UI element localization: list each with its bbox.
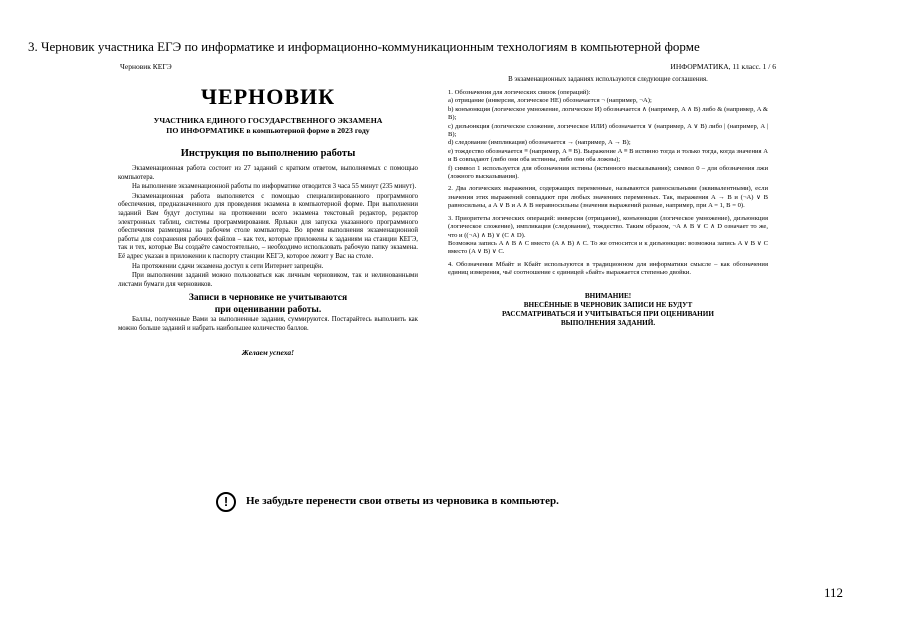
instruction-paragraph: На выполнение экзаменационной работы по информатике отводится 3 часа 55 минут (235 минут).: [132, 183, 417, 191]
convention-line: 4. Обозначения Мбайт и Кбайт используются в традиционном для информатики смысле – как обозначения единиц измерения, чьё соотношение с единицей «байт» выражается степенью двойки.: [448, 260, 768, 277]
instruction-paragraph: На протяжении сдачи экзамена доступ к сети Интернет запрещён.: [132, 262, 324, 270]
scoring-paragraph: Баллы, полученные Вами за выполненные задания, суммируются. Постарайтесь выполнить как можно больше заданий и набрать наибольшее количество баллов.: [118, 316, 418, 332]
drafts-notice: Записи в черновике не учитываются: [188, 293, 348, 304]
drafts-notice: при оценивании работы.: [214, 305, 322, 316]
left-column: [118, 76, 418, 357]
exclamation-circle-icon: !: [216, 492, 236, 512]
instruction-paragraph: Экзаменационная работа выполняется с помощью специализированного программного обеспечения, предназначенного для проведения экзамена в компьютерной форме. При выполнении заданий Вам будут доступны на протяжении всего экзамена текстовый редактор, редактор электронных таблиц, системы программирования. Ярлыки для запуска указанного программного обеспечения размещены на рабочем столе компьютера. Во время выполнения экзаменационной работы для сохранения рабочих файлов – как тех, которые приложены к заданиям на станции КЕГЭ, так и тех, которые Вы создаёте самостоятельно, – необходимо использовать рабочую папку экзамена. Её адрес указан в приложении к паспорту станции КЕГЭ, которое лежит у Вас на столе.: [118, 192, 418, 260]
convention-line: 2. Два логических выражения, содержащих переменные, называются равносильными (эквивалентными), если значения этих выражений совпадают при любых значениях переменных. Так, выражения A → B и (¬A) ∨ B равносильны, а A ∨ B и A ∧ B неравносильны (значения выражений разные, например, при A = 1, B = 0).: [448, 185, 768, 210]
instruction-paragraph: При выполнении заданий можно пользоваться как личным черновиком, так и нелинованными листами бумаги для черновиков.: [118, 272, 418, 288]
right-column: [448, 76, 768, 328]
convention-line: f) символ 1 используется для обозначения истины (истинного высказывания); символ 0 – для обозначения лжи (ложного высказывания).: [448, 164, 768, 181]
attention-heading: ВНИМАНИЕ!: [584, 291, 632, 300]
instruction-title: Инструкция по выполнению работы: [180, 148, 356, 159]
sheet-header-right: ИНФОРМАТИКА, 11 класс. 1 / 6: [670, 62, 776, 71]
page-number: 112: [823, 585, 843, 600]
convention-block: [448, 185, 768, 210]
convention-line: d) следование (импликация) обозначается → (например, A → B);: [448, 139, 631, 147]
convention-line: e) тождество обозначается ≡ (например, A ≡ B). Выражение A ≡ B истинно тогда и только тогда, когда значения A и B совпадают (либо они оба истинны, либо они оба ложны);: [448, 147, 768, 164]
convention-block: [448, 89, 768, 181]
page-caption: 3. Черновик участника ЕГЭ по информатике и информационно-коммуникационным технологиям в компьютерной форме: [28, 39, 700, 54]
attention-text: ВНЕСЁННЫЕ В ЧЕРНОВИК ЗАПИСИ НЕ БУДУТ: [523, 300, 693, 309]
convention-block: [448, 215, 768, 257]
convention-line: c) дизъюнкция (логическое сложение, логическое ИЛИ) обозначается ∨ (например, A ∨ B) либо | (например, A | B);: [448, 122, 768, 139]
draft-sheet: [118, 62, 778, 517]
convention-line: 3. Приоритеты логических операций: инверсия (отрицание), конъюнкция (логическое умножение), дизъюнкция (логическое сложение), импликация (следование), тождество. Таким образом, ¬A ∧ B ∨ C ∧ D означает то же, что и ((¬A) ∧ B) ∨ (C ∧ D).: [448, 214, 768, 239]
attention-text: РАССМАТРИВАТЬСЯ И УЧИТЫВАТЬСЯ ПРИ ОЦЕНИВАНИИ: [502, 309, 714, 318]
convention-block: [448, 261, 768, 278]
reminder-text: Не забудьте перенести свои ответы из черновика в компьютер.: [246, 495, 559, 507]
convention-line: Возможна запись A ∧ B ∧ C вместо (A ∧ B) ∧ C. То же относится и к дизъюнкции: возможна запись A ∨ B ∨ C вместо (A ∨ B) ∨ C.: [448, 239, 768, 256]
convention-line: b) конъюнкция (логическое умножение, логическое И) обозначается ∧ (например, A ∧ B) либо & (например, A & B);: [448, 105, 768, 122]
convention-line: a) отрицание (инверсия, логическое НЕ) обозначается ¬ (например, ¬A);: [448, 97, 652, 105]
instruction-paragraph: Экзаменационная работа состоит из 27 заданий с кратким ответом, выполняемых с помощью компьютера.: [118, 165, 418, 181]
sheet-title: ЧЕРНОВИК: [200, 84, 336, 109]
attention-text: ВЫПОЛНЕНИЯ ЗАДАНИЙ.: [560, 318, 656, 327]
convention-line: 1. Обозначения для логических связок (операций):: [448, 89, 591, 96]
transfer-reminder: [216, 492, 696, 514]
good-luck: Желаем успеха!: [241, 347, 295, 357]
sheet-subtitle-1: УЧАСТНИКА ЕДИНОГО ГОСУДАРСТВЕННОГО ЭКЗАМЕНА: [153, 116, 383, 125]
sheet-header-left: Черновик КЕГЭ: [120, 62, 172, 71]
conventions-intro: В экзаменационных заданиях используются следующие соглашения.: [508, 76, 708, 83]
sheet-subtitle-2: ПО ИНФОРМАТИКЕ в компьютерной форме в 2023 году: [166, 126, 370, 135]
